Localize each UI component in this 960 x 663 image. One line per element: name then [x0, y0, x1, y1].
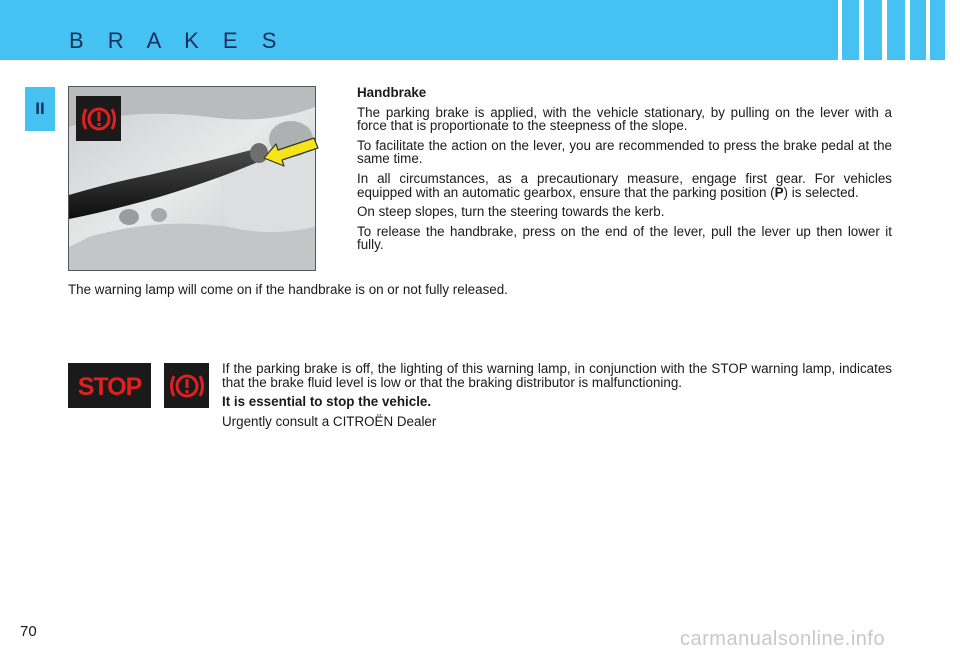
paragraph-steep-slopes: On steep slopes, turn the steering towards the kerb.: [357, 204, 665, 220]
brake-warning-icon: [80, 100, 118, 138]
parking-position-key: P: [774, 184, 784, 200]
brake-warning-icon: [168, 367, 206, 405]
paragraph-release: To release the handbrake, press on the end of the lever, pull the lever up then lower it fully.: [357, 223, 892, 253]
warning-lamp-note: The warning lamp will come on if the handbrake is on or not fully released.: [68, 282, 508, 297]
header-stripe-gap: [926, 0, 930, 60]
header-stripe-gap: [859, 0, 864, 60]
header-stripe-gap: [838, 0, 842, 60]
auto-text-after: ) is selected.: [783, 184, 859, 200]
handbrake-section: [357, 86, 892, 258]
stop-consult: Urgently consult a CITROËN Dealer: [222, 413, 437, 429]
stop-warning-icon: [68, 363, 151, 408]
page-number: 70: [20, 623, 37, 640]
stop-warning-lamp: [68, 363, 151, 408]
yellow-arrow-icon: [262, 134, 322, 174]
brake-warning-lamp: [76, 96, 121, 141]
auto-text-before: In all circumstances, as a precautionary measure, engage first gear. For vehicles equipped with an automatic gearbox, ensure that the parking position (: [357, 170, 892, 200]
watermark: carmanualsonline.info: [680, 628, 886, 650]
chapter-tab: II: [25, 87, 55, 131]
stop-paragraph: If the parking brake is off, the lighting of this warning lamp, in conjunction with the STOP warning lamp, indicates that the brake fluid level is low or that the braking distributor is malfunctioning.: [222, 361, 892, 390]
stop-emphasis: It is essential to stop the vehicle.: [222, 394, 432, 410]
brake-warning-lamp-large: [164, 363, 209, 408]
section-heading: Handbrake: [357, 85, 427, 100]
header-stripe-gap: [882, 0, 887, 60]
paragraph-brake-pedal: To facilitate the action on the lever, you are recommended to press the brake pedal at the same time.: [357, 137, 892, 167]
paragraph-applying: The parking brake is applied, with the vehicle stationary, by pulling on the lever with a force that is proportionate to the steepness of the slope.: [357, 104, 892, 134]
header-stripe-gap: [905, 0, 910, 60]
page-header: [0, 0, 960, 60]
stop-section: [222, 362, 892, 434]
paragraph-automatic: [357, 172, 892, 199]
header-stripe-gap: [945, 0, 960, 60]
page-title: B R A K E S: [69, 28, 286, 53]
stop-lamp-label: STOP: [77, 373, 142, 401]
